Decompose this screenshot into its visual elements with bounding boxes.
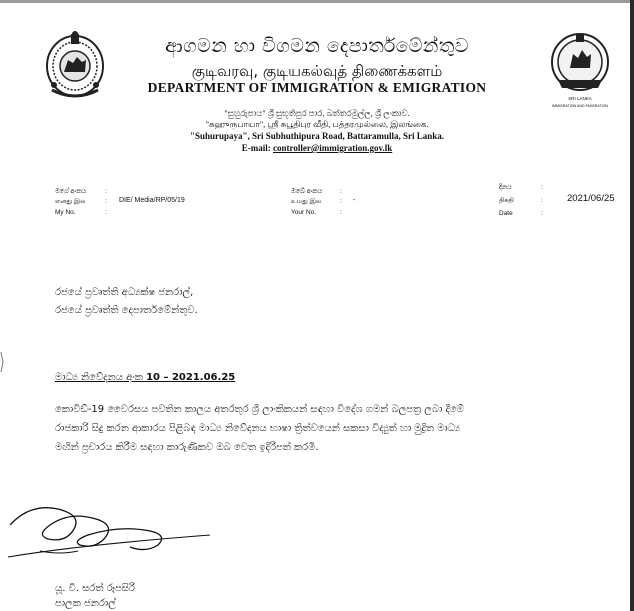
your-no-colon-3: :	[340, 209, 342, 216]
address-english: "Suhurupaya", Sri Subhuthipura Road, Battaramulla, Sri Lanka.	[189, 131, 445, 141]
your-no-label-en: Your No.	[291, 209, 317, 216]
subject-prefix: මාධ්‍ය නිවේදනය අංක	[55, 372, 147, 383]
addressee-line-1: රජයේ ප්‍රවෘත්ති අධ්‍යක්ෂ ජනරාල්,	[55, 287, 194, 298]
my-no-colon-1: :	[105, 188, 107, 195]
margin-mark	[0, 352, 4, 372]
my-no-label-ta: எனது இல	[55, 198, 86, 205]
your-no-label-si: ඔබේ අංකය	[291, 188, 323, 195]
body-line-3: මඟින් ප්‍රචාරය කිරීම සඳහා කාරුණිකව ඔබ වෙත ඉදිරිපත් කරමි.	[55, 442, 319, 453]
department-title-sinhala: ආගමන හා විගමන දෙපාර්තමේන්තුව	[165, 35, 469, 57]
emblem-caption-1: SRI LANKA	[568, 96, 592, 101]
body-line-2: රාජකාරි සිදු කරන ආකාරය පිළිබඳ මාධ්‍ය නිවේදනය භාෂා ත්‍රිත්වයෙන් සකසා විද්‍යුත් හා මුද්‍රිත මාධ්‍ය	[55, 423, 461, 434]
address-sinhala: "සුහුරුපාය" ශ්‍රී සුභූතිපුර පාර, බත්තරමුල්ල, ශ්‍රී ලංකාව.	[224, 108, 410, 118]
signatory-title: පාලක ජනරාල්	[55, 598, 116, 609]
department-title-english: DEPARTMENT OF IMMIGRATION & EMIGRATION	[147, 80, 487, 95]
your-no-value: -	[353, 197, 356, 204]
subject-line	[55, 372, 235, 383]
my-no-colon-2: :	[105, 198, 107, 205]
scan-top-edge	[0, 0, 634, 3]
subject-number: 10 – 2021.06.25	[146, 372, 236, 383]
your-no-label-ta: உமது இல	[291, 198, 322, 205]
my-no-colon-3: :	[105, 209, 107, 216]
emblem-caption-2: IMMIGRATION AND EMIGRATION	[552, 104, 608, 108]
handwritten-signature	[0, 495, 215, 575]
department-title-tamil: குடிவரவு, குடியகல்வுத் திணைக்களம்	[191, 62, 443, 80]
my-no-value: DIE/ Media/RP/05/19	[119, 197, 185, 204]
date-label-si: දිනය	[499, 184, 512, 191]
email-line	[0, 143, 634, 153]
date-colon-3: :	[541, 210, 543, 217]
my-no-label-en: My No.	[55, 209, 76, 216]
date-label-en: Date	[499, 210, 513, 217]
date-value: 2021/06/25	[567, 193, 615, 204]
your-no-colon-1: :	[340, 188, 342, 195]
email-link[interactable]: controller@immigration.gov.lk	[273, 143, 393, 153]
date-label-ta: திகதி	[499, 197, 514, 204]
email-label: E-mail:	[241, 143, 271, 153]
address-tamil: "சுஹுருபாயா", ஸ்ரீ சுபூதிபுர வீதி, பத்தரமுல்லை, இலங்கை.	[205, 119, 429, 129]
your-no-colon-2: :	[340, 198, 342, 205]
body-line-1: කොවිඩ්-19 වෛරසය පවතින කාලය අතරතුර ශ්‍රී ලාංකිකයන් සඳහා විදේශ ගමන් බලපත්‍ර ලබා දීමේ	[55, 404, 464, 415]
signatory-name: යූ. වී. සරත් රූපසිරි	[55, 583, 135, 594]
addressee-line-2: රජයේ ප්‍රවෘත්ති දෙපාර්තමේන්තුව.	[55, 305, 198, 316]
date-colon-1: :	[541, 184, 543, 191]
date-colon-2: :	[541, 197, 543, 204]
my-no-label-si: මගේ අංකය	[55, 188, 87, 195]
